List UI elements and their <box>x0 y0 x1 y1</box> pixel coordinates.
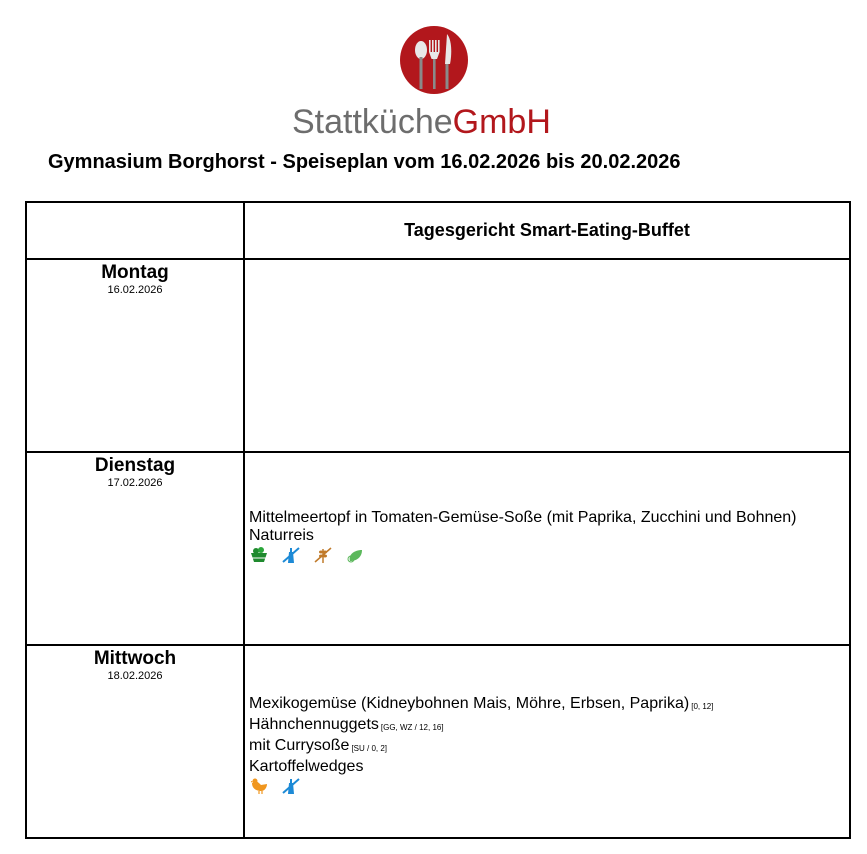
table-row <box>26 259 850 452</box>
allergen-codes: [GG, WZ / 12, 16] <box>380 723 444 732</box>
table-row <box>26 645 850 838</box>
diet-icons <box>249 777 819 795</box>
day-name: Dienstag <box>94 455 176 476</box>
day-date: 17.02.2026 <box>107 477 163 489</box>
gluten-free-icon <box>313 546 333 564</box>
header-day-cell <box>26 202 244 259</box>
meal-line <box>249 716 819 737</box>
meal-text: Naturreis <box>249 527 314 544</box>
company-logo <box>292 26 582 141</box>
cutlery-icon <box>400 26 468 94</box>
meal-cell <box>244 645 850 838</box>
meal-cell <box>244 259 850 452</box>
vegetarian-icon <box>249 546 269 564</box>
page-title: Gymnasium Borghorst - Speiseplan vom 16.02.2026 bis 20.02.2026 <box>48 151 681 173</box>
table-header-row <box>26 202 850 259</box>
diet-icons <box>249 546 819 564</box>
day-cell <box>26 259 244 452</box>
company-name <box>292 102 551 142</box>
day-date: 16.02.2026 <box>107 284 163 296</box>
company-name-main: Stattküche <box>292 103 453 141</box>
meal-line <box>249 509 819 527</box>
meal-line <box>249 695 819 716</box>
meal-text: Kartoffelwedges <box>249 758 364 775</box>
meal-text: Hähnchennuggets <box>249 716 379 733</box>
lactose-free-icon <box>281 546 301 564</box>
day-cell <box>26 452 244 645</box>
company-name-suffix: GmbH <box>452 103 551 141</box>
meal-text: Mittelmeertopf in Tomaten-Gemüse-Soße (mit Paprika, Zucchini und Bohnen) <box>249 509 797 526</box>
meal-text: mit Currysoße <box>249 737 350 754</box>
vegan-icon <box>345 546 365 564</box>
poultry-icon <box>249 777 269 795</box>
day-date: 18.02.2026 <box>107 670 163 682</box>
meal-text: Mexikogemüse (Kidneybohnen Mais, Möhre, Erbsen, Paprika) <box>249 695 690 712</box>
meal-cell <box>244 452 850 645</box>
allergen-codes: [SU / 0, 2] <box>351 744 388 753</box>
header-meal-cell: Tagesgericht Smart-Eating-Buffet <box>244 202 850 259</box>
meal-line <box>249 527 819 545</box>
menu-table <box>25 201 851 839</box>
lactose-free-icon <box>281 777 301 795</box>
meal-line <box>249 758 819 776</box>
day-name: Mittwoch <box>93 648 177 669</box>
allergen-codes: [0, 12] <box>691 702 714 711</box>
day-name: Montag <box>101 262 169 283</box>
meal-line <box>249 737 819 758</box>
day-cell <box>26 645 244 838</box>
table-row <box>26 452 850 645</box>
